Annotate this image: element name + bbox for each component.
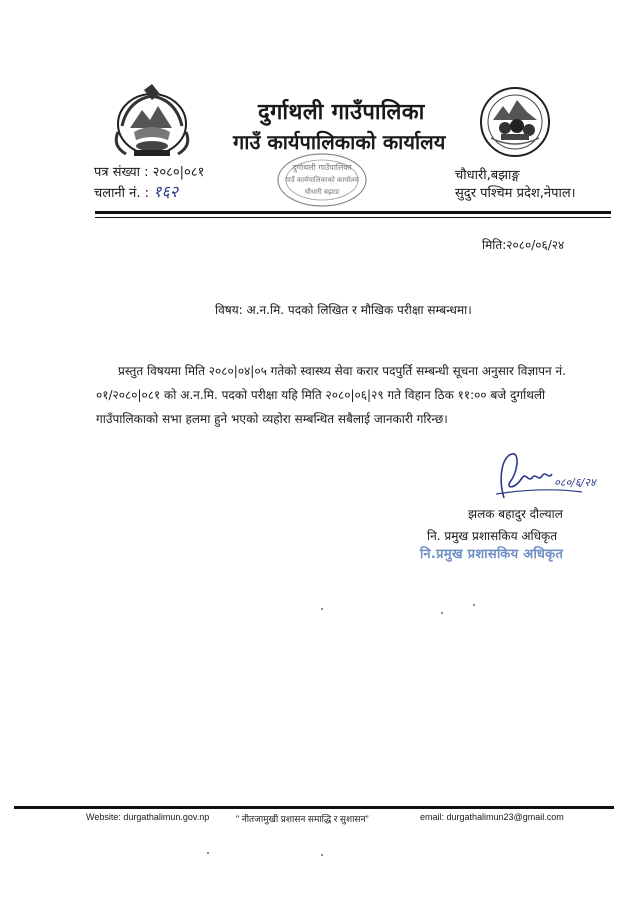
speck xyxy=(441,612,443,614)
municipality-logo-icon xyxy=(479,86,551,158)
letter-date: मिति:२०८०/०६/२४ xyxy=(482,238,565,252)
stamp-line-1: दुर्गाथली गाउँपालिका xyxy=(292,163,352,172)
office-subtitle: गाउँ कार्यपालिकाको कार्यालय xyxy=(233,130,446,154)
speck xyxy=(321,854,323,856)
stamp-line-3: चौधारी बझाङ xyxy=(304,188,340,196)
speck xyxy=(473,604,475,606)
body-line-2: ०१/२०८०|०८१ को अ.न.मि. पदको परीक्षा यहि मिति २०८०|०६|२९ गते विहान ठिक ११:०० बजे दुर्गाथली xyxy=(96,388,546,402)
office-name: दुर्गाथली गाउँपालिका xyxy=(258,100,425,125)
body-line-1: प्रस्तुत विषयमा मिति २०८०|०४|०५ गतेको स्वास्थ्य सेवा करार पदपुर्ति सम्बन्धी सूचना अनुसार विज्ञापन नं. xyxy=(118,364,566,378)
dispatch-value: १६२ xyxy=(153,182,179,201)
designation-stamp: नि.प्रमुख प्रशासकिय अधिकृत xyxy=(420,547,564,562)
body-line-3: गाउँपालिकाको सभा हलमा हुने भएको व्यहोरा सम्बन्धित सबैलाई जानकारी गरिन्छ। xyxy=(96,412,448,426)
address-line-2: सुदुर पश्चिम प्रदेश,नेपाल। xyxy=(455,186,576,201)
address-line-1: चौधारी,बझाङ्ग xyxy=(455,168,520,183)
speck xyxy=(321,608,323,610)
footer-slogan: " नीतजामुखी प्रशासन समाद्धि र सुशासन" xyxy=(236,814,369,824)
footer-rule xyxy=(14,806,614,809)
ref-number: पत्र संख्या : २०८०|०८१ xyxy=(94,165,205,180)
office-stamp xyxy=(274,150,370,210)
stamp-line-2: गाउँ कार्यपालिकाको कार्यालय xyxy=(285,176,359,184)
signer-designation: नि. प्रमुख प्रशासकिय अधिकृत xyxy=(427,529,558,543)
header-rule-thick xyxy=(95,211,611,214)
signature-date: ०८०/६/२४ xyxy=(554,476,596,489)
letter-subject: विषय: अ.न.मि. पदको लिखित र मौखिक परीक्षा सम्बन्धमा। xyxy=(215,303,472,317)
nepal-emblem-icon xyxy=(108,82,196,160)
footer-email: email: durgathalimun23@gmail.com xyxy=(420,812,564,822)
footer-website: Website: durgathalimun.gov.np xyxy=(86,812,210,822)
header-rule-thin xyxy=(95,217,611,218)
signer-name: झलक बहादुर दौल्याल xyxy=(468,507,563,521)
dispatch-number xyxy=(94,180,178,202)
signature xyxy=(492,448,618,506)
dispatch-label: चलानी नं. : xyxy=(94,186,150,201)
speck xyxy=(207,852,209,854)
